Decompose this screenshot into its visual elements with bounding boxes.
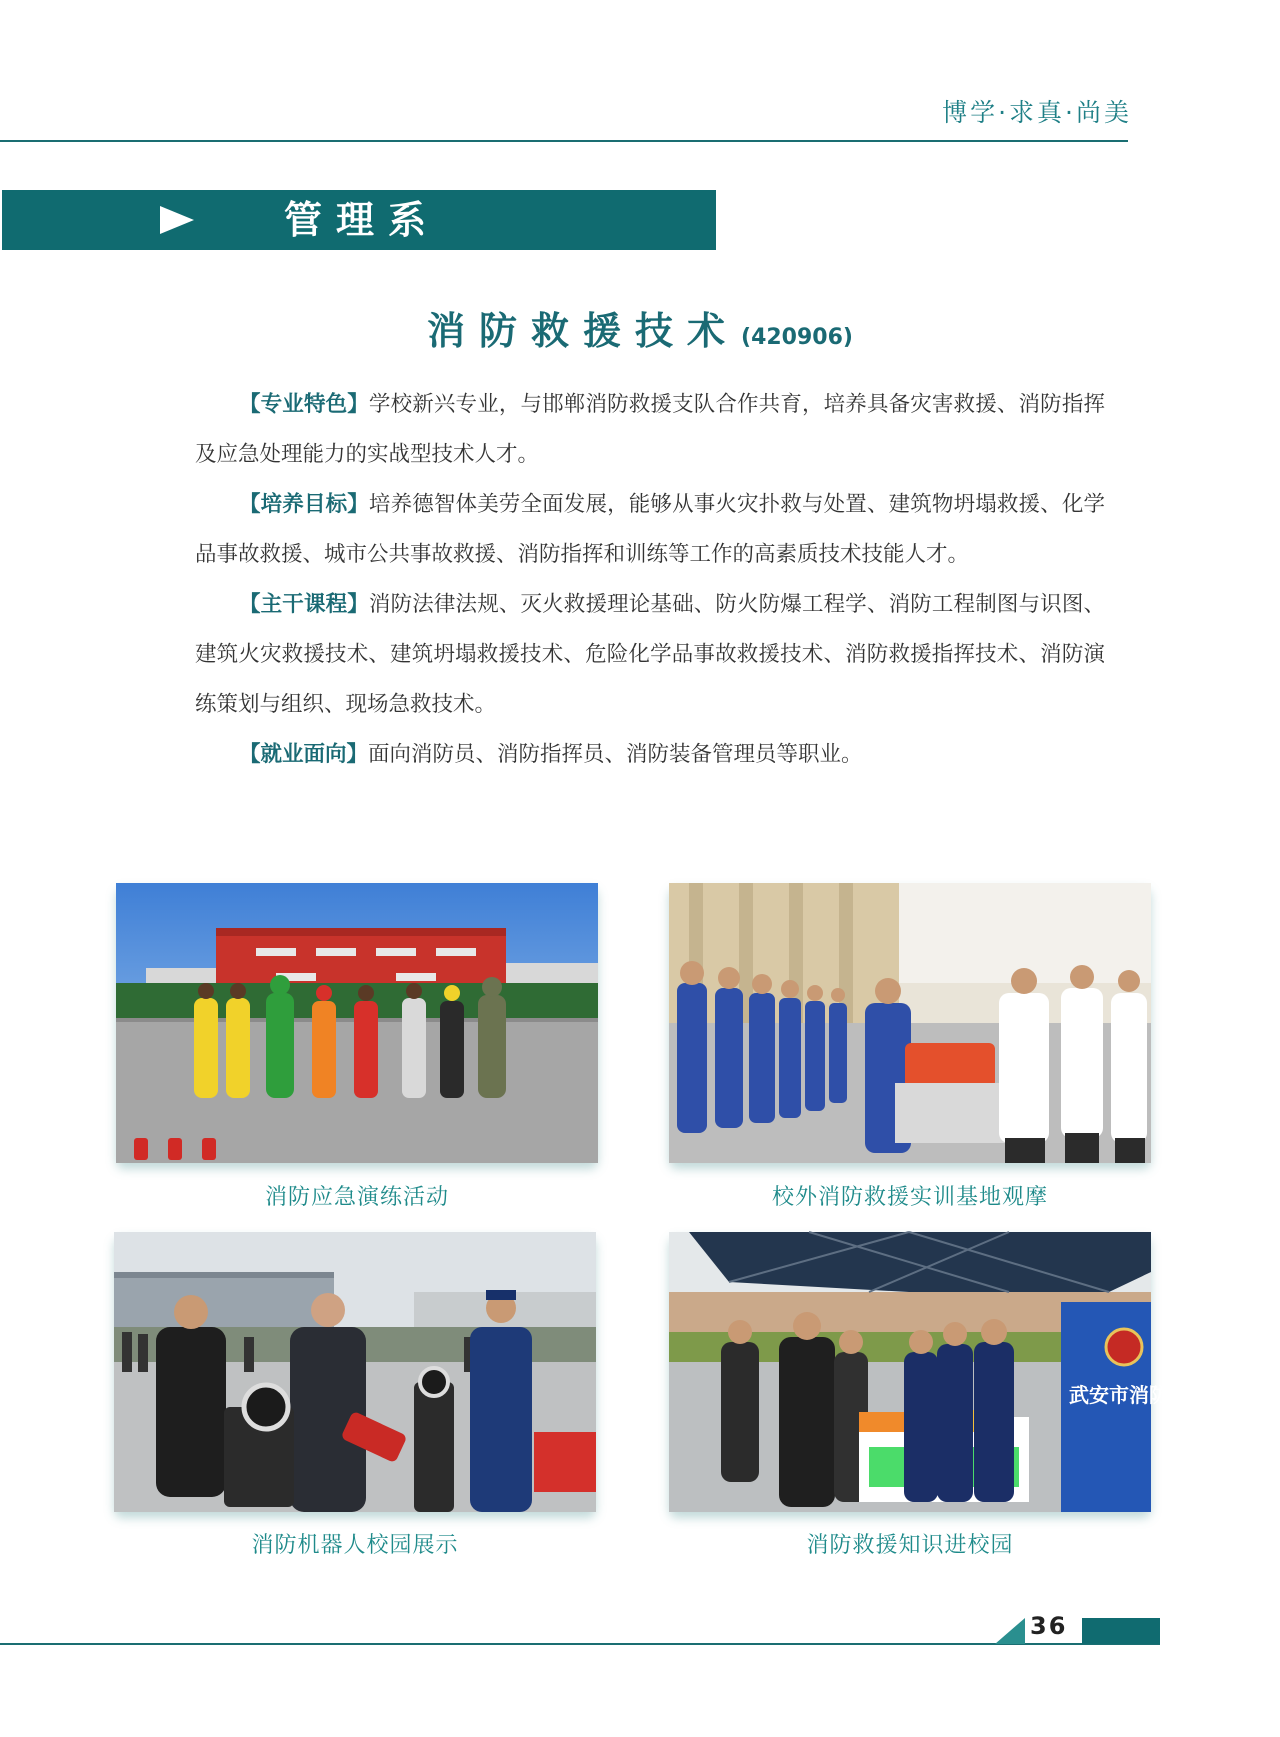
photo-training-base-visit — [669, 883, 1151, 1163]
photo-knowledge-campus — [669, 1232, 1189, 1512]
header-divider — [0, 140, 1128, 142]
paragraph-text: 消防法律法规、灭火救援理论基础、防火防爆工程学、消防工程制图与识图、建筑火灾救援技术、建筑坍塌救援技术、危险化学品事故救援技术、消防救援指挥技术、消防演练策划与组织、现场急救技术。 — [195, 592, 1105, 717]
paragraph-text: 培养德智体美劳全面发展，能够从事火灾扑救与处置、建筑物坍塌救援、化学品事故救援、城市公共事故救援、消防指挥和训练等工作的高素质技术技能人才。 — [195, 492, 1105, 567]
paragraph-tag: 【主干课程】 — [239, 592, 369, 617]
photo-caption: 消防机器人校园展示 — [251, 1533, 459, 1558]
header-motto: 博学·求真·尚美 — [942, 98, 1132, 127]
photo-caption: 校外消防救援实训基地观摩 — [771, 1185, 1048, 1210]
paragraph-text: 面向消防员、消防指挥员、消防装备管理员等职业。 — [368, 742, 863, 767]
paragraph-tag: 【培养目标】 — [239, 492, 369, 517]
footer-divider — [0, 1643, 1160, 1645]
major-description — [195, 380, 1105, 780]
paragraph-tag: 【就业面向】 — [239, 742, 369, 767]
paragraph-employment — [195, 730, 1105, 780]
paragraph-features — [195, 380, 1105, 480]
photo-caption: 消防救援知识进校园 — [806, 1533, 1014, 1558]
photo-robot-display — [114, 1232, 596, 1512]
section-title: 管理系 — [284, 198, 441, 242]
photo-caption: 消防应急演练活动 — [264, 1185, 449, 1210]
booth-sign-text: 武安市消防救 — [1069, 1383, 1189, 1407]
photo-emergency-drill — [116, 883, 598, 1163]
paragraph-courses — [195, 580, 1105, 730]
paragraph-text: 学校新兴专业，与邯郸消防救援支队合作共育，培养具备灾害救援、消防指挥及应急处理能力的实战型技术人才。 — [195, 392, 1105, 467]
major-name: 消防救援技术 — [427, 309, 740, 353]
major-title — [0, 300, 1280, 355]
page-tab-accent — [995, 1618, 1025, 1644]
major-code: (420906) — [741, 325, 853, 350]
paragraph-goals — [195, 480, 1105, 580]
paragraph-tag: 【专业特色】 — [239, 392, 369, 417]
arrow-right-icon — [160, 206, 194, 234]
page-tab-bar — [1082, 1618, 1160, 1644]
section-banner — [2, 190, 716, 250]
page-number: 36 — [1030, 1612, 1068, 1640]
